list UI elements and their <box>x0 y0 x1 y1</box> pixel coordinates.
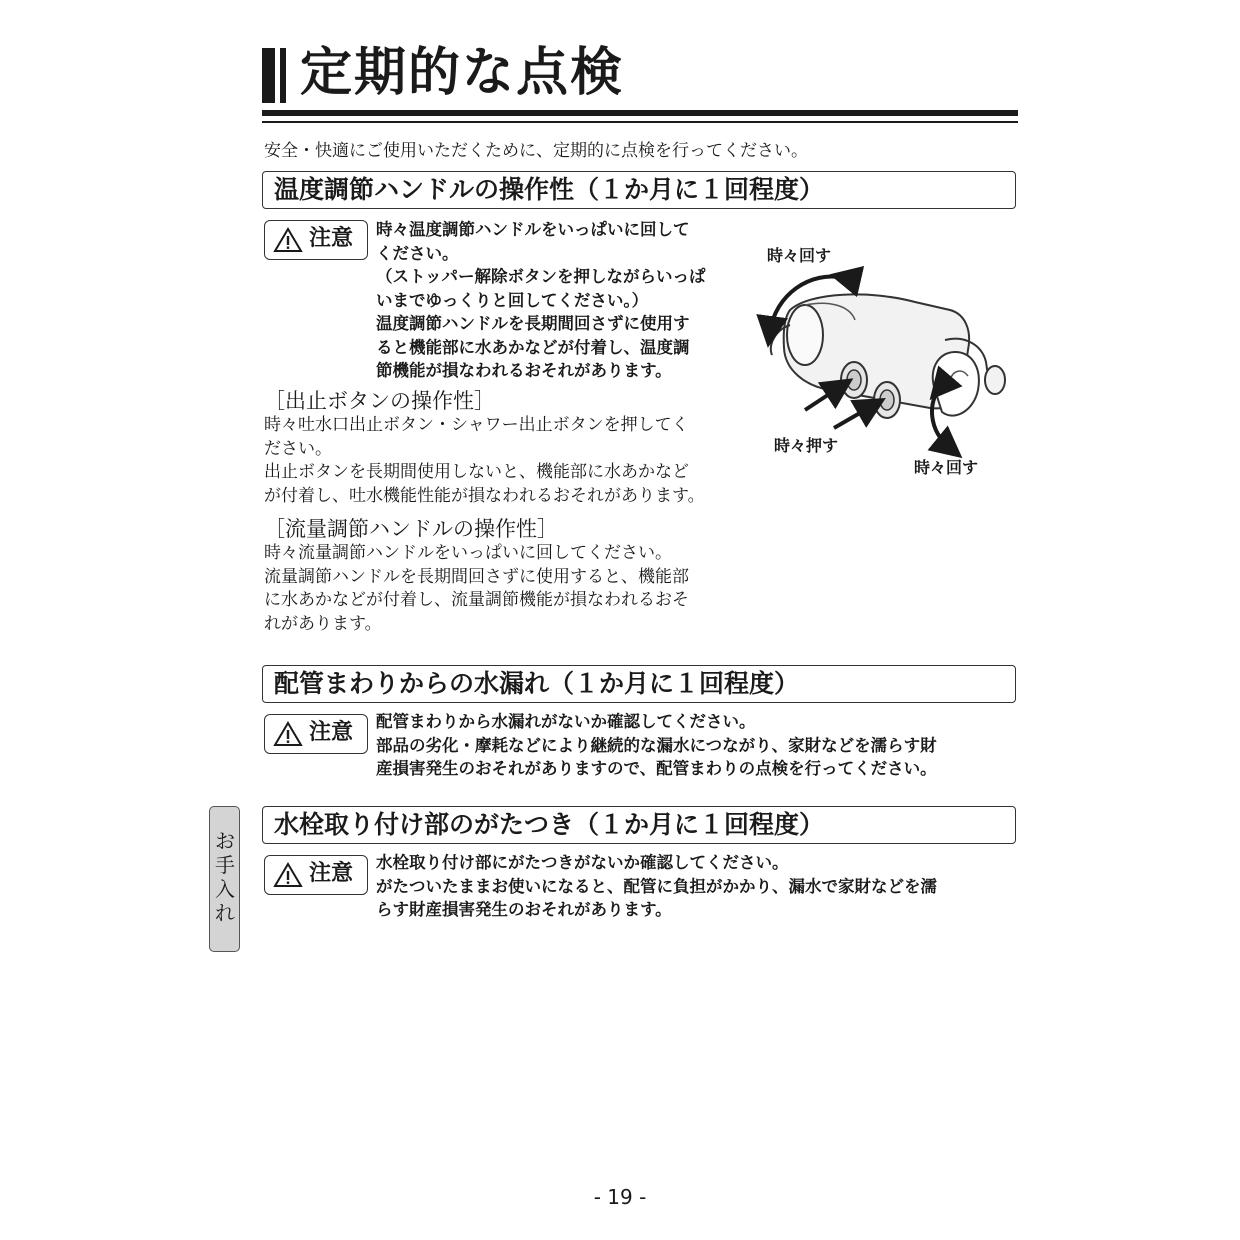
warning-triangle-icon <box>273 227 303 253</box>
subsection-stop-button <box>264 388 705 508</box>
subsection-heading: ［出止ボタンの操作性］ <box>264 389 495 413</box>
caution-badge <box>264 714 368 754</box>
body-line: が付着し、吐水機能性能が損なわれるおそれがあります。 <box>264 485 705 506</box>
caution-line: ください。 <box>376 243 459 263</box>
caution-line: ると機能部に水あかなどが付着し、温度調 <box>376 337 690 357</box>
label-rotate-top: 時々回す <box>767 246 832 265</box>
page-title: 定期的な点検 <box>300 43 625 103</box>
subsection-flow-handle <box>264 516 689 636</box>
caution-text-pipe-leak <box>376 710 937 781</box>
side-tab-maintenance <box>209 806 240 952</box>
section-header-pipe-leak <box>262 665 1016 703</box>
caution-line: 部品の劣化・摩耗などにより継続的な漏水につながり、家財などを濡らす財 <box>376 735 937 755</box>
intro-text: 安全・快適にご使用いただくために、定期的に点検を行ってください。 <box>264 141 808 161</box>
title-bar-thick <box>262 48 275 103</box>
body-line: 出止ボタンを長期間使用しないと、機能部に水あかなど <box>264 462 689 482</box>
section-header-temperature-handle <box>262 171 1016 209</box>
caution-badge <box>264 220 368 260</box>
caution-text-mount-wobble <box>376 851 937 922</box>
caution-line: いまでゆっくりと回してください。） <box>376 290 649 310</box>
body-line: ださい。 <box>264 438 332 459</box>
title-bar-thin <box>280 48 286 103</box>
title-rule-thin <box>262 121 1018 123</box>
section-heading: 水栓取り付け部のがたつき（１か月に１回程度） <box>274 810 825 839</box>
caution-line: 産損害発生のおそれがありますので、配管まわりの点検を行ってください。 <box>376 759 937 778</box>
body-line: 流量調節ハンドルを長期間回さずに使用すると、機能部 <box>264 566 689 587</box>
warning-triangle-icon <box>273 862 303 888</box>
body-line: れがあります。 <box>264 613 382 634</box>
body-line: 時々流量調節ハンドルをいっぱいに回してください。 <box>264 543 672 563</box>
caution-line: 温度調節ハンドルを長期間回さずに使用す <box>376 314 690 333</box>
caution-line: 配管まわりから水漏れがないか確認してください。 <box>376 712 756 731</box>
body-line: に水あかなどが付着し、流量調節機能が損なわれるおそ <box>264 590 689 610</box>
caution-badge <box>264 855 368 895</box>
caution-line: （ストッパー解除ボタンを押しながらいっぱ <box>376 267 706 286</box>
label-rotate-bottom: 時々回す <box>914 458 979 477</box>
label-press: 時々押す <box>774 436 839 455</box>
caution-text-temperature <box>376 218 706 383</box>
caution-line: 時々温度調節ハンドルをいっぱいに回して <box>376 220 690 239</box>
caution-line: がたついたままお使いになると、配管に負担がかかり、漏水で家財などを濡 <box>376 876 937 896</box>
page-number: - 19 - <box>593 1185 647 1209</box>
title-rule-thick <box>262 110 1018 116</box>
body-line: 時々吐水口出止ボタン・シャワー出止ボタンを押してく <box>264 415 689 435</box>
section-header-mount-wobble <box>262 806 1016 844</box>
caution-line: 水栓取り付け部にがたつきがないか確認してください。 <box>376 853 789 872</box>
side-tab-label: お手入れ <box>215 829 235 925</box>
caution-label: 注意 <box>309 226 354 251</box>
caution-label: 注意 <box>309 861 354 886</box>
warning-triangle-icon <box>273 721 303 747</box>
caution-line: らす財産損害発生のおそれがあります。 <box>376 900 672 919</box>
subsection-heading: ［流量調節ハンドルの操作性］ <box>264 517 558 541</box>
caution-line: 節機能が損なわれるおそれがあります。 <box>376 361 672 380</box>
section-heading: 温度調節ハンドルの操作性（１か月に１回程度） <box>274 175 825 204</box>
section-heading: 配管まわりからの水漏れ（１か月に１回程度） <box>274 669 800 698</box>
caution-label: 注意 <box>309 720 354 745</box>
